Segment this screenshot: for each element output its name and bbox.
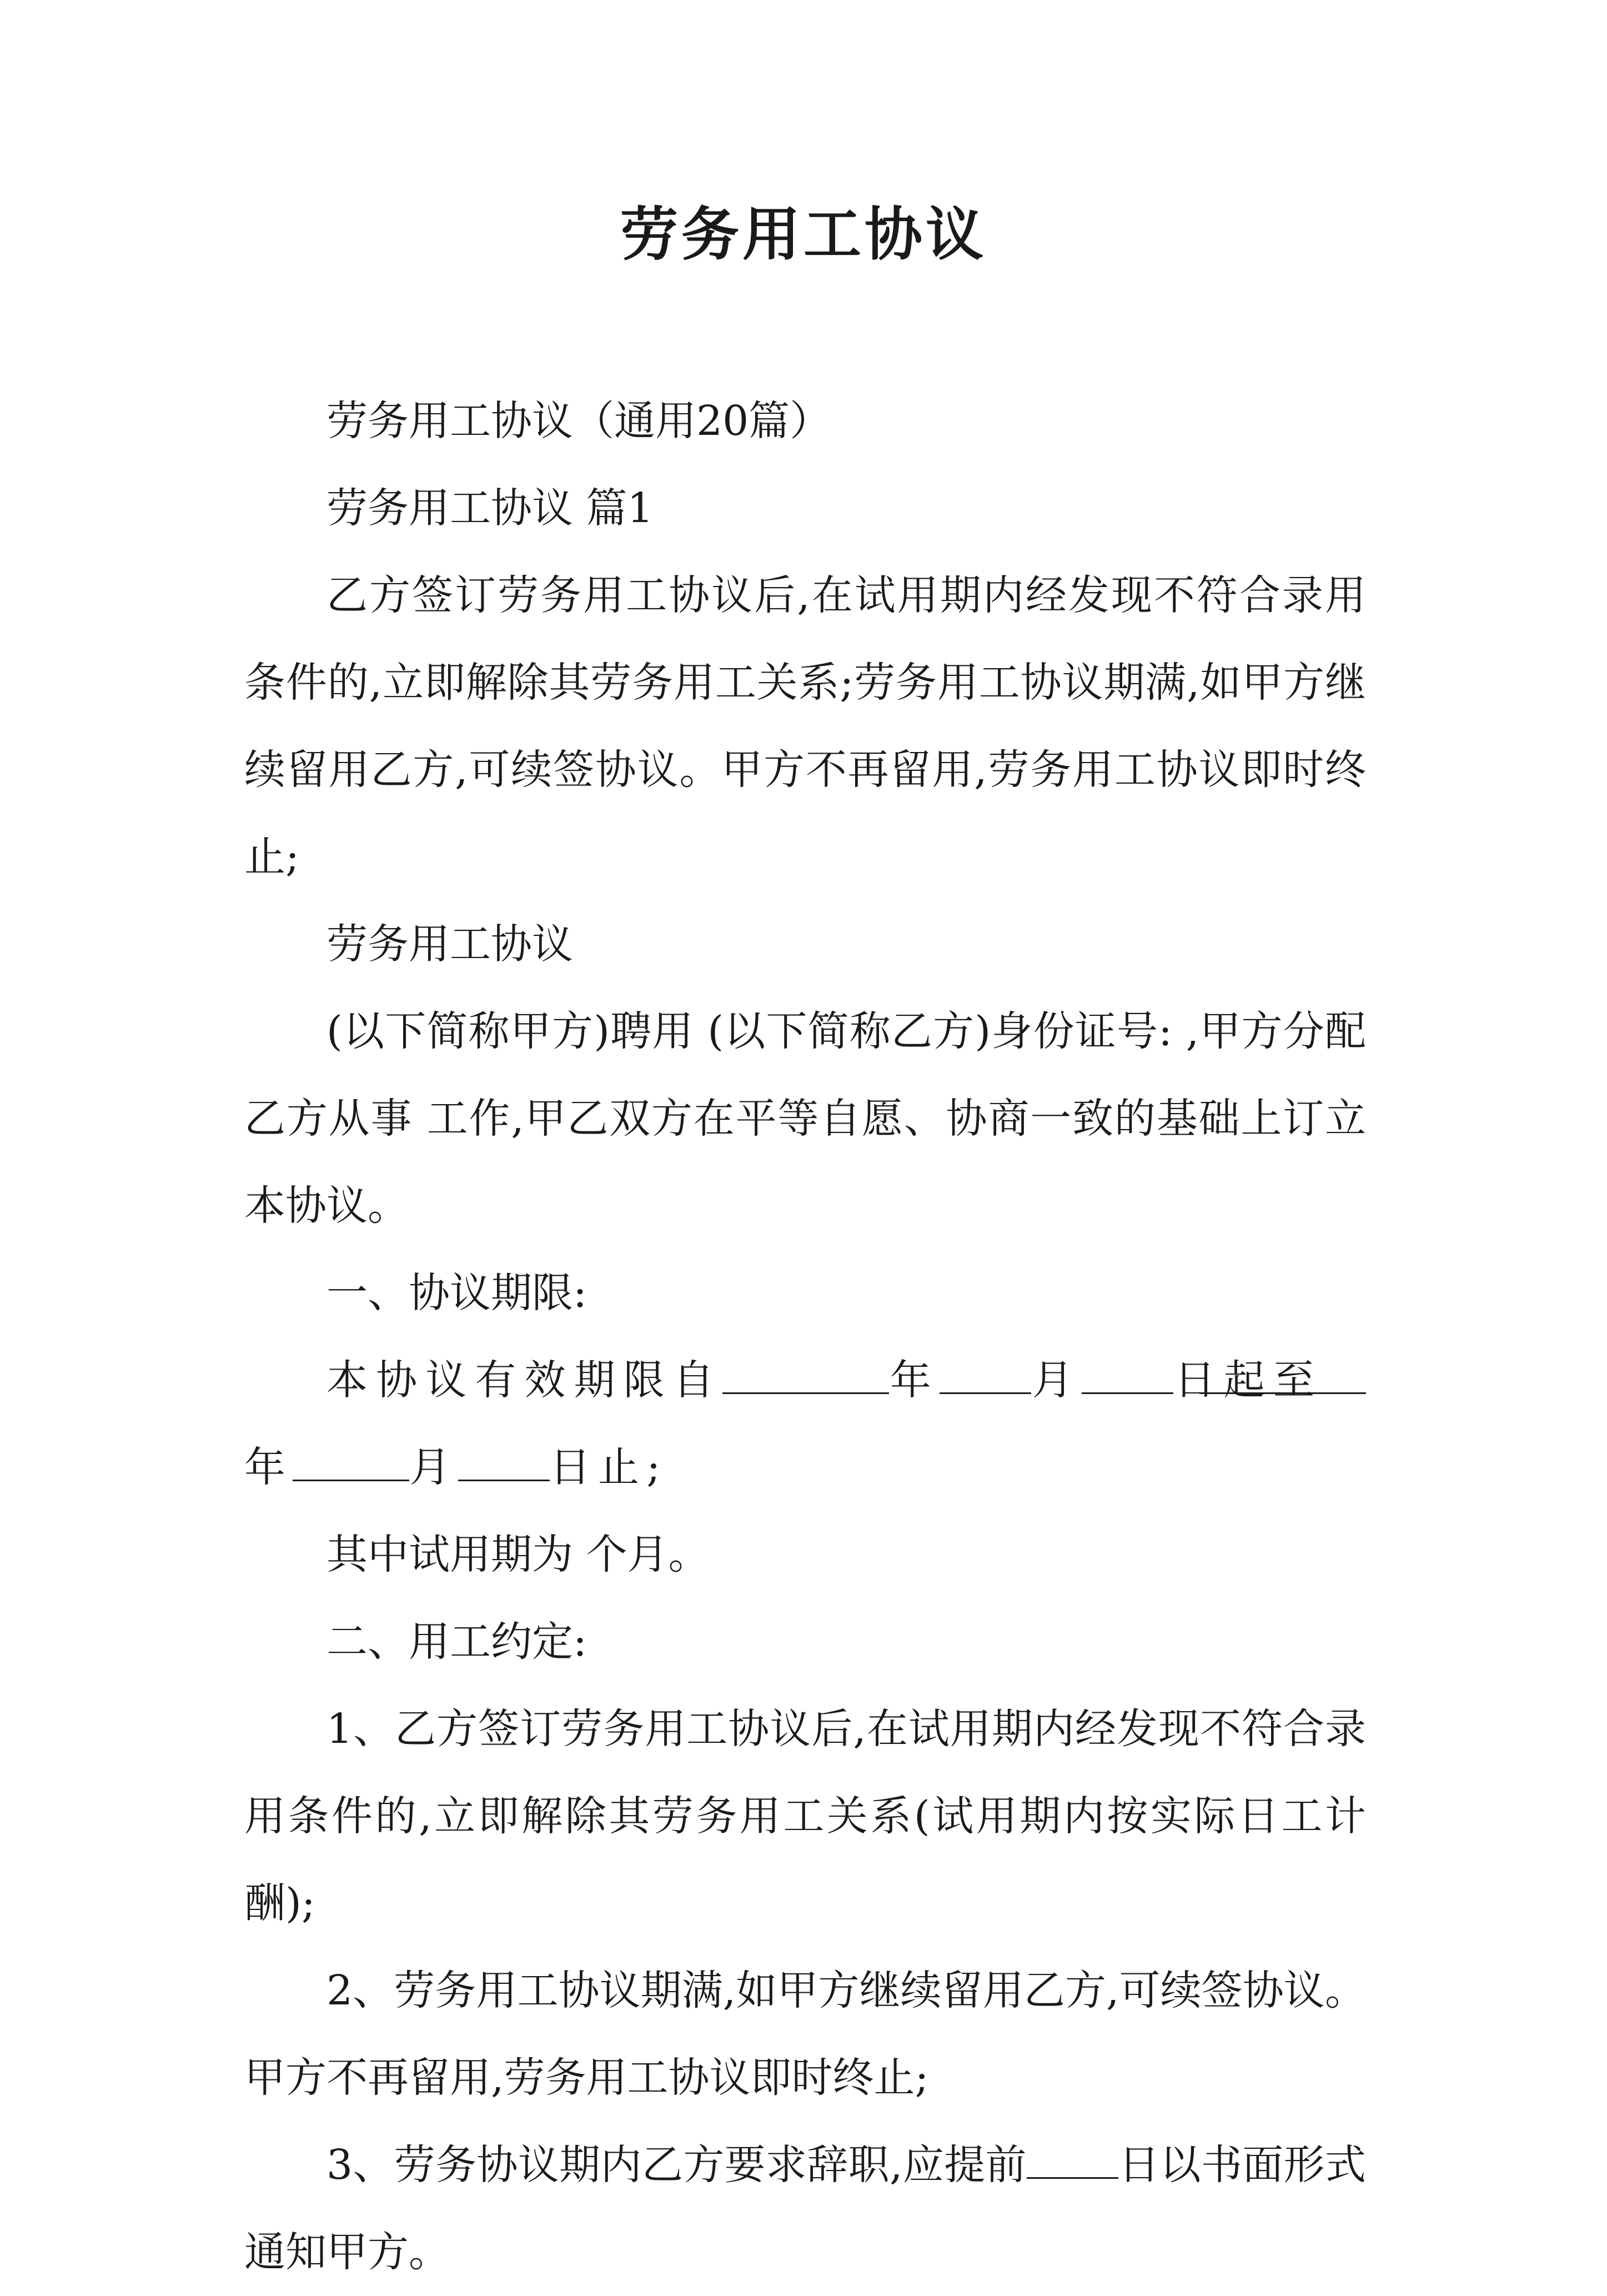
start-month-blank bbox=[940, 1353, 1031, 1394]
start-day-blank bbox=[1082, 1353, 1173, 1394]
term-end-month-label: 月 bbox=[409, 1443, 458, 1491]
section-heading-term: 一、协议期限: bbox=[327, 1269, 587, 1317]
document-body bbox=[244, 378, 1366, 2296]
end-year-blank bbox=[1199, 1353, 1366, 1394]
term-paragraph bbox=[244, 1337, 1366, 1511]
end-day-blank bbox=[458, 1441, 550, 1481]
term-end-year-label: 年 bbox=[244, 1443, 293, 1491]
document-subtitle: 劳务用工协议（通用20篇） bbox=[327, 397, 831, 445]
paragraph-2: (以下简称甲方)聘用 (以下简称乙方)身份证号: ,甲方分配乙方从事 工作,甲乙双方在平等自愿、协商一致的基础上订立本协议。 bbox=[244, 1007, 1366, 1230]
item-3-after: 日以书面形式通知甲方。 bbox=[244, 2141, 1367, 2276]
item-3-before: 3、劳务协议期内乙方要求辞职,应提前 bbox=[327, 2141, 1027, 2189]
document-title: 劳务用工协议 bbox=[620, 200, 987, 268]
probation-paragraph: 其中试用期为 个月。 bbox=[327, 1531, 710, 1578]
end-month-blank bbox=[293, 1441, 409, 1481]
paragraph-1: 乙方签订劳务用工协议后,在试用期内经发现不符合录用条件的,立即解除其劳务用工关系;劳务用工协议期满,如甲方继续留用乙方,可续签协议。甲方不再留用,劳务用工协议即时终止; bbox=[244, 572, 1366, 881]
notice-days-blank bbox=[1027, 2138, 1118, 2179]
part-heading: 劳务用工协议 篇1 bbox=[327, 484, 654, 532]
term-end-day-label: 日止; bbox=[549, 1443, 668, 1491]
agreement-label: 劳务用工协议 bbox=[327, 920, 573, 968]
term-month-label: 月 bbox=[1031, 1356, 1082, 1404]
term-prefix: 本协议有效期限自 bbox=[327, 1356, 722, 1404]
section-heading-employment: 二、用工约定: bbox=[327, 1618, 587, 1666]
term-day-to-label: 日起至 bbox=[1173, 1356, 1323, 1404]
item-1: 1、乙方签订劳务用工协议后,在试用期内经发现不符合录用条件的,立即解除其劳务用工关系(试用期内按实际日工计酬); bbox=[244, 1705, 1366, 1927]
item-2: 2、劳务用工协议期满,如甲方继续留用乙方,可续签协议。甲方不再留用,劳务用工协议即时终止; bbox=[244, 1967, 1366, 2102]
term-year-label: 年 bbox=[888, 1356, 940, 1404]
item-3 bbox=[244, 2122, 1366, 2296]
start-year-blank bbox=[722, 1353, 889, 1394]
